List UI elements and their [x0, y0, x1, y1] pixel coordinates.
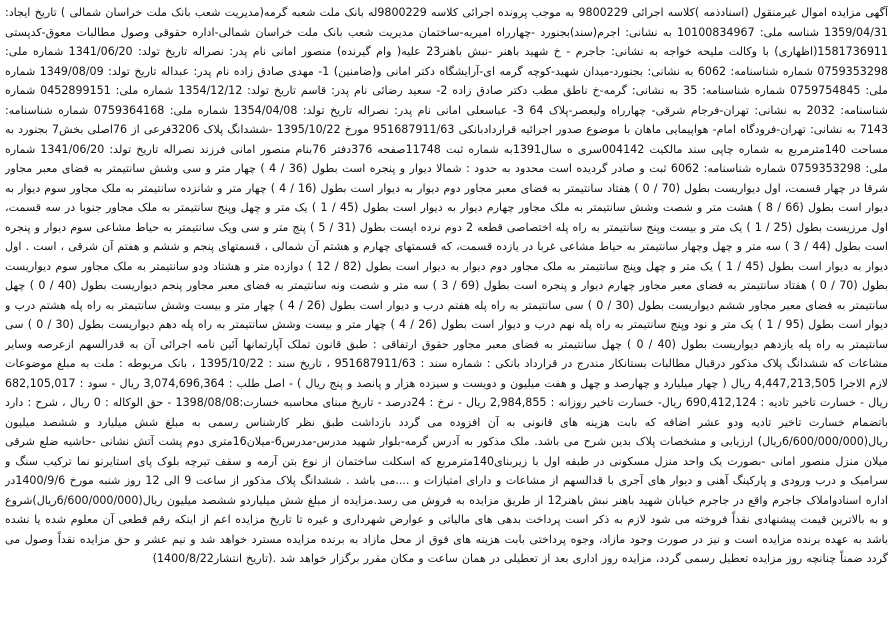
- auction-notice-text: آگهی مزایده اموال غیرمنقول (اسنادذمه )کلاسه اجرائی 9800229 به موجب پرونده اجرائی کلاسه 9800229له بانک ملت شعبه گرمه(مدیریت شعب بانک ملت خراسان شمالی ) تاریخ ایجاد: 1359/04/31 شناسه ملی: 10100834967 به نشانی: اجرم(سند)بجنورد -چهارراه امیریه-ساختمان مدیریت شعب بانک ملت خراسان شمالی-اداره حقوقی وصول مطالبات معوق-کدپستی 1581736911(اظهاری) با وکالت ملیحه خواجه به نشانی: جاجرم - خ شهید باهنر -نبش باهنر23 علیه( وام گیرنده) منصور امانی نام پدر: نصراله تاریخ تولد: 1341/06/20 شماره ملی: 0759353298 شماره شناسنامه: 6062 به نشانی: بجنورد-میدان شهید-کوچه گرمه ای-آرایشگاه دکتر امانی و(ضامنین) 1- مهدی صادق زاده نام پدر: عبداله تاریخ تولد: 1349/08/09 شماره ملی: 0759754845 شماره شناسنامه: 35 به نشانی: گرمه-خ ناطق مطب دکتر صادق زاده 2- سعید رضائی نام پدر: قاسم تاریخ تولد: 1354/12/12 شماره ملی: 0452899151 شماره شناسنامه: 2032 به نشانی: تهران-فرجام شرقی- چهارراه ولیعصر-پلاک 64 3- عباسعلی امانی نام پدر: نصراله تاریخ تولد: 1354/04/08 شماره ملی: 0759364168 شماره شناسنامه: 7143 به نشانی: تهران-فرودگاه امام- هواپیمایی ماهان با موضوع صدور اجرائیه قراردادبانکی 951687911/63 مورخ 1395/10/22 -ششدانگ پلاک 3206فرعی از 76اصلی بخش7 بجنورد به مساحت 140مترمربع به شماره چاپی سند مالکیت 004142سری ه سال1391به شماره ثبت 11748صفحه 376دفتر 76بنام منصور امانی فرزند نصراله تاریخ تولد: 1341/06/20 شماره ملی: 0759353298 شماره شناسنامه: 6062 ثبت و صادر گردیده است محدود به حدود : شمالا دیوار و پنجره است بطول (36 / 4 ) چهار متر و سی وشش سانتیمتر به فضای معبر مجاور شرقا در چهار قسمت، اول دیواریست بطول (70 / 0 ) هفتاد سانتیمتر به فضای معبر مجاور دوم دیوار به دیوار است بطول (16 / 4 ) چهار متر و شانزده سانتیمتر به ملک مجاور سوم دیوار به دیوار است بطول (66 / 8 ) هشت متر و شصت وشش سانتیمتر به ملک مجاور چهارم دیوار به دیوار است بطول (45 / 1 ) یک متر و چهل وپنج سانتیمتر به ملک مجاور جنوبا در سه قسمت، اول مرزیست بطول (25 / 1 ) یک متر و بیست وپنج سانتیمتر به راه پله اختصاصی قطعه 2 دوم نرده ایست بطول (31 / 5 ) پنج متر و سی ویک سانتیمتر به حیاط مشاعی سوم دیوار و پنجره است بطول (44 / 3 ) سه متر و چهل وچهار سانتیمتر به حیاط مشاعی غربا در یازده قسمت، که قسمتهای چهارم و هشتم آن شمالی ، قسمتهای پنجم و ششم و هفتم آن شرقی ، است . اول دیوار به دیوار است بطول (45 / 1 ) یک متر و چهل وپنج سانتیمتر به ملک مجاور دوم دیوار به دیوار است بطول (82 / 12 ) دوازده متر و هشتاد ودو سانتیمتر به ملک مجاور سوم دیواریست بطول (70 / 0 ) هفتاد سانتیمتر به فضای معبر مجاور چهارم دیوار و پنجره است بطول (69 / 3 ) سه متر و شصت ونه سانتیمتر به فضای معبر مجاور پنجم دیواریست بطول (40 / 0 ) چهل سانتیمتر به فضای معبر مجاور ششم دیواریست بطول (30 / 0 ) سی سانتیمتر به راه پله هفتم درب و دیوار است بطول (26 / 4 ) چهار متر و بیست وشش سانتیمتر به راه پله هشتم درب و دیوار است بطول (95 / 1 ) یک متر و نود وپنج سانتیمتر به راه پله نهم درب و دیوار است بطول (26 / 4 ) چهار متر و بیست وشش سانتیمتر به راه پله دهم دیواریست بطول (30 / 0 ) سی سانتیمتر به راه پله یازدهم دیواریست بطول (40 / 0 ) چهل سانتیمتر به فضای معبر مجاور حقوق ارتفاقی : طبق قانون تملک آپارتمانها آئین نامه اجرائی آن به قدرالسهم ازعرصه وسایر مشاعات که ششدانگ پلاک مذکور درقبال مطالبات بستانکار مندرج در قرارداد بانکی : شماره سند : 951687911/63 ، تاریخ سند : 1395/10/22 ، بانک مربوطه : ملت به مبلغ موضوعات لازم الاجرا 4,447,213,505 ریال ( چهار میلیارد و چهارصد و چهل و هفت میلیون و دویست و سیزده هزار و پانصد و پنج ریال ) - اصل طلب : 3,074,696,364 ریال - سود : 682,105,017 ریال - خسارت تاخیر تادیه : 690,412,124 ریال- خسارت تاخیر روزانه : 2,984,855 ریال - نرخ : 24درصد - تاریخ مبنای محاسبه خسارت:1398/08/08 - حق الوکاله : 0 ریال ، شرح : دارد باتضمام خسارت تاخیر تادیه ودو عشر اضافه که بابت هزینه های قانونی به آن افزوده می گردد بازداشت طبق نظر کارشناس رسمی به مبلغ شش میلیارد و ششصد میلیون ریال(6/600/000/000ریال) ارزیابی و مشخصات پلاک بدین شرح می باشد. ملک مذکور به آدرس گرمه-بلوار شهید مدرس-مدرس6-میلان16متری دوم پشت آتش نشانی -حاشیه ضلع شرقی میلان منزل منصور امانی -بصورت یک واحد منزل مسکونی در طبقه اول با زیربنای140مترمربع که اسکلت ساختمان از نوع بتن آرمه و سقف تیرچه بلوک پای استایرنو نما ترکیب سنگ و سرامیک و درب ورودی و پارکینگ آهنی و دیوار های آجری با قدالسهم از مشاعات و دارای امتیازات و ....می باشد . ششدانگ پلاک مذکور از ساعت 9 الی 12 روز شنبه مورخ 1400/9/6در اداره اسنادواملاک جاجرم واقع در جاجرم خیابان شهید باهنر نبش باهنر12 از طریق مزایده به فروش می رسد.مزایده از مبلغ شش میلیاردو ششصد میلیون ریال(6/600/000/000ریال)شروع و به بالاترین قیمت پیشنهادی نقداً فروخته می شود لازم به ذکر است پرداخت بدهی های مالیاتی و عوارض شهرداری و غیره تا تاریخ مزایده اعم از اینکه رقم قطعی آن معلوم شده یا نشده باشد به عهده برنده مزایده است و نیز در صورت وجود مازاد، وجوه پرداختی بابت هزینه های فوق از محل مازاد به برنده مزایده مسترد خواهد شد و نیم عشر و حق مزایده نقداً وصول می گردد ضمناً چنانچه روز مزایده تعطیل رسمی گردد، مزایده روز اداری بعد از تعطیلی در همان ساعت و مکان مقرر برگزار خواهد شد .(تاریخ انتشار1400/8/22): [5, 6, 888, 565]
